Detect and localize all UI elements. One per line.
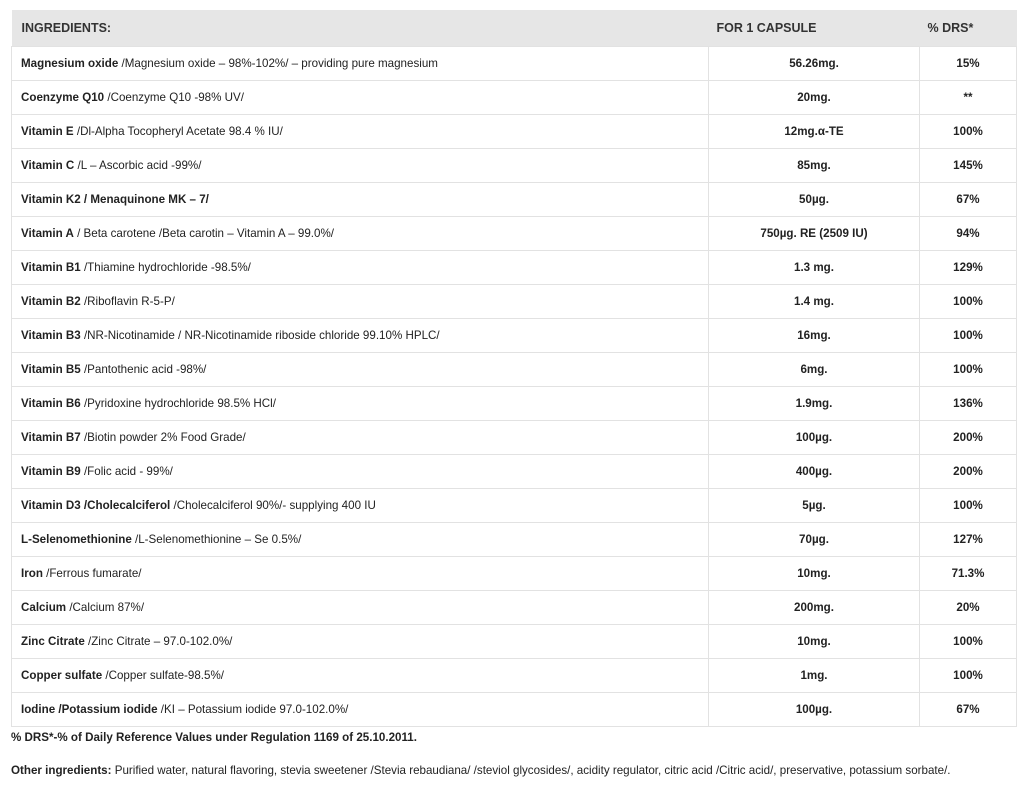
ingredient-name: Copper sulfate — [21, 669, 103, 682]
ingredient-name: Vitamin K2 / Menaquinone MK – 7/ — [21, 193, 209, 206]
other-ingredients-note — [11, 764, 951, 777]
header-ingredients: INGREDIENTS: — [12, 10, 709, 47]
ingredient-name: Vitamin C — [21, 159, 75, 172]
drs-cell: 100% — [920, 489, 1017, 523]
amount-cell: 6mg. — [709, 353, 920, 387]
ingredient-name: Coenzyme Q10 — [21, 91, 105, 104]
ingredient-description: /Cholecalciferol 90%/- supplying 400 IU — [170, 499, 376, 512]
amount-cell: 750µg. RE (2509 IU) — [709, 217, 920, 251]
table-body — [12, 47, 1017, 727]
ingredient-description: /Thiamine hydrochloride -98.5%/ — [80, 261, 251, 274]
header-per-capsule: FOR 1 CAPSULE — [709, 10, 920, 47]
amount-cell: 200mg. — [709, 591, 920, 625]
ingredient-name: Iodine /Potassium iodide — [21, 703, 158, 716]
table-row — [12, 625, 1017, 659]
ingredient-cell — [12, 285, 709, 319]
ingredient-cell — [12, 387, 709, 421]
table-row — [12, 523, 1017, 557]
table-row — [12, 387, 1017, 421]
table-row — [12, 693, 1017, 727]
table-row — [12, 455, 1017, 489]
amount-cell: 1.4 mg. — [709, 285, 920, 319]
ingredient-cell — [12, 489, 709, 523]
ingredient-description: /Magnesium oxide – 98%-102%/ – providing pure magnesium — [118, 57, 438, 70]
ingredient-description: /Folic acid - 99%/ — [80, 465, 173, 478]
ingredient-name: Vitamin B9 — [21, 465, 81, 478]
table-row — [12, 591, 1017, 625]
ingredient-cell — [12, 217, 709, 251]
amount-cell: 5µg. — [709, 489, 920, 523]
drs-cell: 136% — [920, 387, 1017, 421]
drs-cell: 127% — [920, 523, 1017, 557]
ingredient-name: Calcium — [21, 601, 67, 614]
header-row — [12, 10, 1017, 47]
drs-cell: 100% — [920, 319, 1017, 353]
table-row — [12, 81, 1017, 115]
ingredients-table — [11, 10, 1017, 727]
drs-cell: 15% — [920, 47, 1017, 81]
drs-cell: ** — [920, 81, 1017, 115]
ingredient-name: Iron — [21, 567, 43, 580]
drs-cell: 67% — [920, 183, 1017, 217]
ingredient-name: Vitamin B1 — [21, 261, 81, 274]
ingredient-name: Vitamin D3 /Cholecalciferol — [21, 499, 171, 512]
table-row — [12, 557, 1017, 591]
ingredient-cell — [12, 251, 709, 285]
ingredient-description: /Pantothenic acid -98%/ — [80, 363, 207, 376]
table-row — [12, 115, 1017, 149]
drs-cell: 100% — [920, 625, 1017, 659]
ingredient-cell — [12, 625, 709, 659]
ingredient-description: / Beta carotene /Beta carotin – Vitamin A – 99.0%/ — [73, 227, 335, 240]
ingredient-cell — [12, 115, 709, 149]
ingredient-name: Vitamin B3 — [21, 329, 81, 342]
ingredient-description: /NR-Nicotinamide / NR-Nicotinamide riboside chloride 99.10% HPLC/ — [80, 329, 440, 342]
ingredient-cell — [12, 591, 709, 625]
drs-cell: 100% — [920, 659, 1017, 693]
drs-cell: 20% — [920, 591, 1017, 625]
amount-cell: 70µg. — [709, 523, 920, 557]
ingredient-description: /Copper sulfate-98.5%/ — [102, 669, 224, 682]
amount-cell: 12mg.α-TE — [709, 115, 920, 149]
amount-cell: 1.3 mg. — [709, 251, 920, 285]
table-row — [12, 319, 1017, 353]
ingredient-name: Zinc Citrate — [21, 635, 85, 648]
drs-cell: 67% — [920, 693, 1017, 727]
header-drs: % DRS* — [920, 10, 1017, 47]
drs-cell: 129% — [920, 251, 1017, 285]
other-ingredients-text: Purified water, natural flavoring, stevia sweetener /Stevia rebaudiana/ /steviol glycosides/, acidity regulator, citric acid /Citric acid/, preservative, potassium sorbate/. — [111, 764, 951, 777]
amount-cell: 100µg. — [709, 693, 920, 727]
ingredient-cell — [12, 659, 709, 693]
ingredient-cell — [12, 183, 709, 217]
drs-cell: 200% — [920, 421, 1017, 455]
amount-cell: 56.26mg. — [709, 47, 920, 81]
drs-cell: 100% — [920, 285, 1017, 319]
amount-cell: 400µg. — [709, 455, 920, 489]
ingredients-table-wrapper — [11, 10, 1016, 727]
amount-cell: 100µg. — [709, 421, 920, 455]
ingredient-description: /Ferrous fumarate/ — [42, 567, 142, 580]
ingredient-name: Vitamin A — [21, 227, 74, 240]
ingredient-description: /L – Ascorbic acid -99%/ — [74, 159, 202, 172]
drs-cell: 94% — [920, 217, 1017, 251]
table-row — [12, 47, 1017, 81]
ingredient-description: /Calcium 87%/ — [66, 601, 145, 614]
drs-cell: 145% — [920, 149, 1017, 183]
ingredient-cell — [12, 557, 709, 591]
ingredient-name: Vitamin B6 — [21, 397, 81, 410]
ingredient-cell — [12, 353, 709, 387]
table-header — [12, 10, 1017, 47]
table-row — [12, 217, 1017, 251]
ingredient-cell — [12, 693, 709, 727]
ingredient-name: Vitamin E — [21, 125, 74, 138]
ingredient-cell — [12, 149, 709, 183]
drs-cell: 71.3% — [920, 557, 1017, 591]
table-row — [12, 285, 1017, 319]
ingredient-description: /Biotin powder 2% Food Grade/ — [80, 431, 246, 444]
amount-cell: 85mg. — [709, 149, 920, 183]
ingredient-name: Magnesium oxide — [21, 57, 119, 70]
amount-cell: 10mg. — [709, 625, 920, 659]
ingredient-name: Vitamin B5 — [21, 363, 81, 376]
ingredient-cell — [12, 523, 709, 557]
ingredient-cell — [12, 81, 709, 115]
table-row — [12, 149, 1017, 183]
drs-cell: 100% — [920, 353, 1017, 387]
ingredient-description: /L-Selenomethionine – Se 0.5%/ — [131, 533, 302, 546]
ingredient-description: /Dl-Alpha Tocopheryl Acetate 98.4 % IU/ — [73, 125, 283, 138]
ingredient-description: /Coenzyme Q10 -98% UV/ — [104, 91, 244, 104]
amount-cell: 16mg. — [709, 319, 920, 353]
amount-cell: 20mg. — [709, 81, 920, 115]
ingredient-name: Vitamin B2 — [21, 295, 81, 308]
table-row — [12, 489, 1017, 523]
amount-cell: 1.9mg. — [709, 387, 920, 421]
drs-cell: 200% — [920, 455, 1017, 489]
table-row — [12, 251, 1017, 285]
table-row — [12, 183, 1017, 217]
table-row — [12, 421, 1017, 455]
ingredient-description: /KI – Potassium iodide 97.0-102.0%/ — [157, 703, 349, 716]
amount-cell: 50µg. — [709, 183, 920, 217]
ingredient-cell — [12, 455, 709, 489]
ingredient-cell — [12, 421, 709, 455]
other-ingredients-label: Other ingredients: — [11, 764, 112, 777]
table-row — [12, 659, 1017, 693]
ingredient-cell — [12, 319, 709, 353]
amount-cell: 10mg. — [709, 557, 920, 591]
ingredient-description: /Riboflavin R-5-P/ — [80, 295, 175, 308]
ingredient-description: /Zinc Citrate – 97.0-102.0%/ — [84, 635, 233, 648]
drs-footnote: % DRS*-% of Daily Reference Values under Regulation 1169 of 25.10.2011. — [11, 731, 417, 744]
ingredient-name: Vitamin B7 — [21, 431, 81, 444]
amount-cell: 1mg. — [709, 659, 920, 693]
ingredient-description: /Pyridoxine hydrochloride 98.5% HCl/ — [80, 397, 276, 410]
ingredient-cell — [12, 47, 709, 81]
drs-cell: 100% — [920, 115, 1017, 149]
ingredient-name: L-Selenomethionine — [21, 533, 132, 546]
table-row — [12, 353, 1017, 387]
